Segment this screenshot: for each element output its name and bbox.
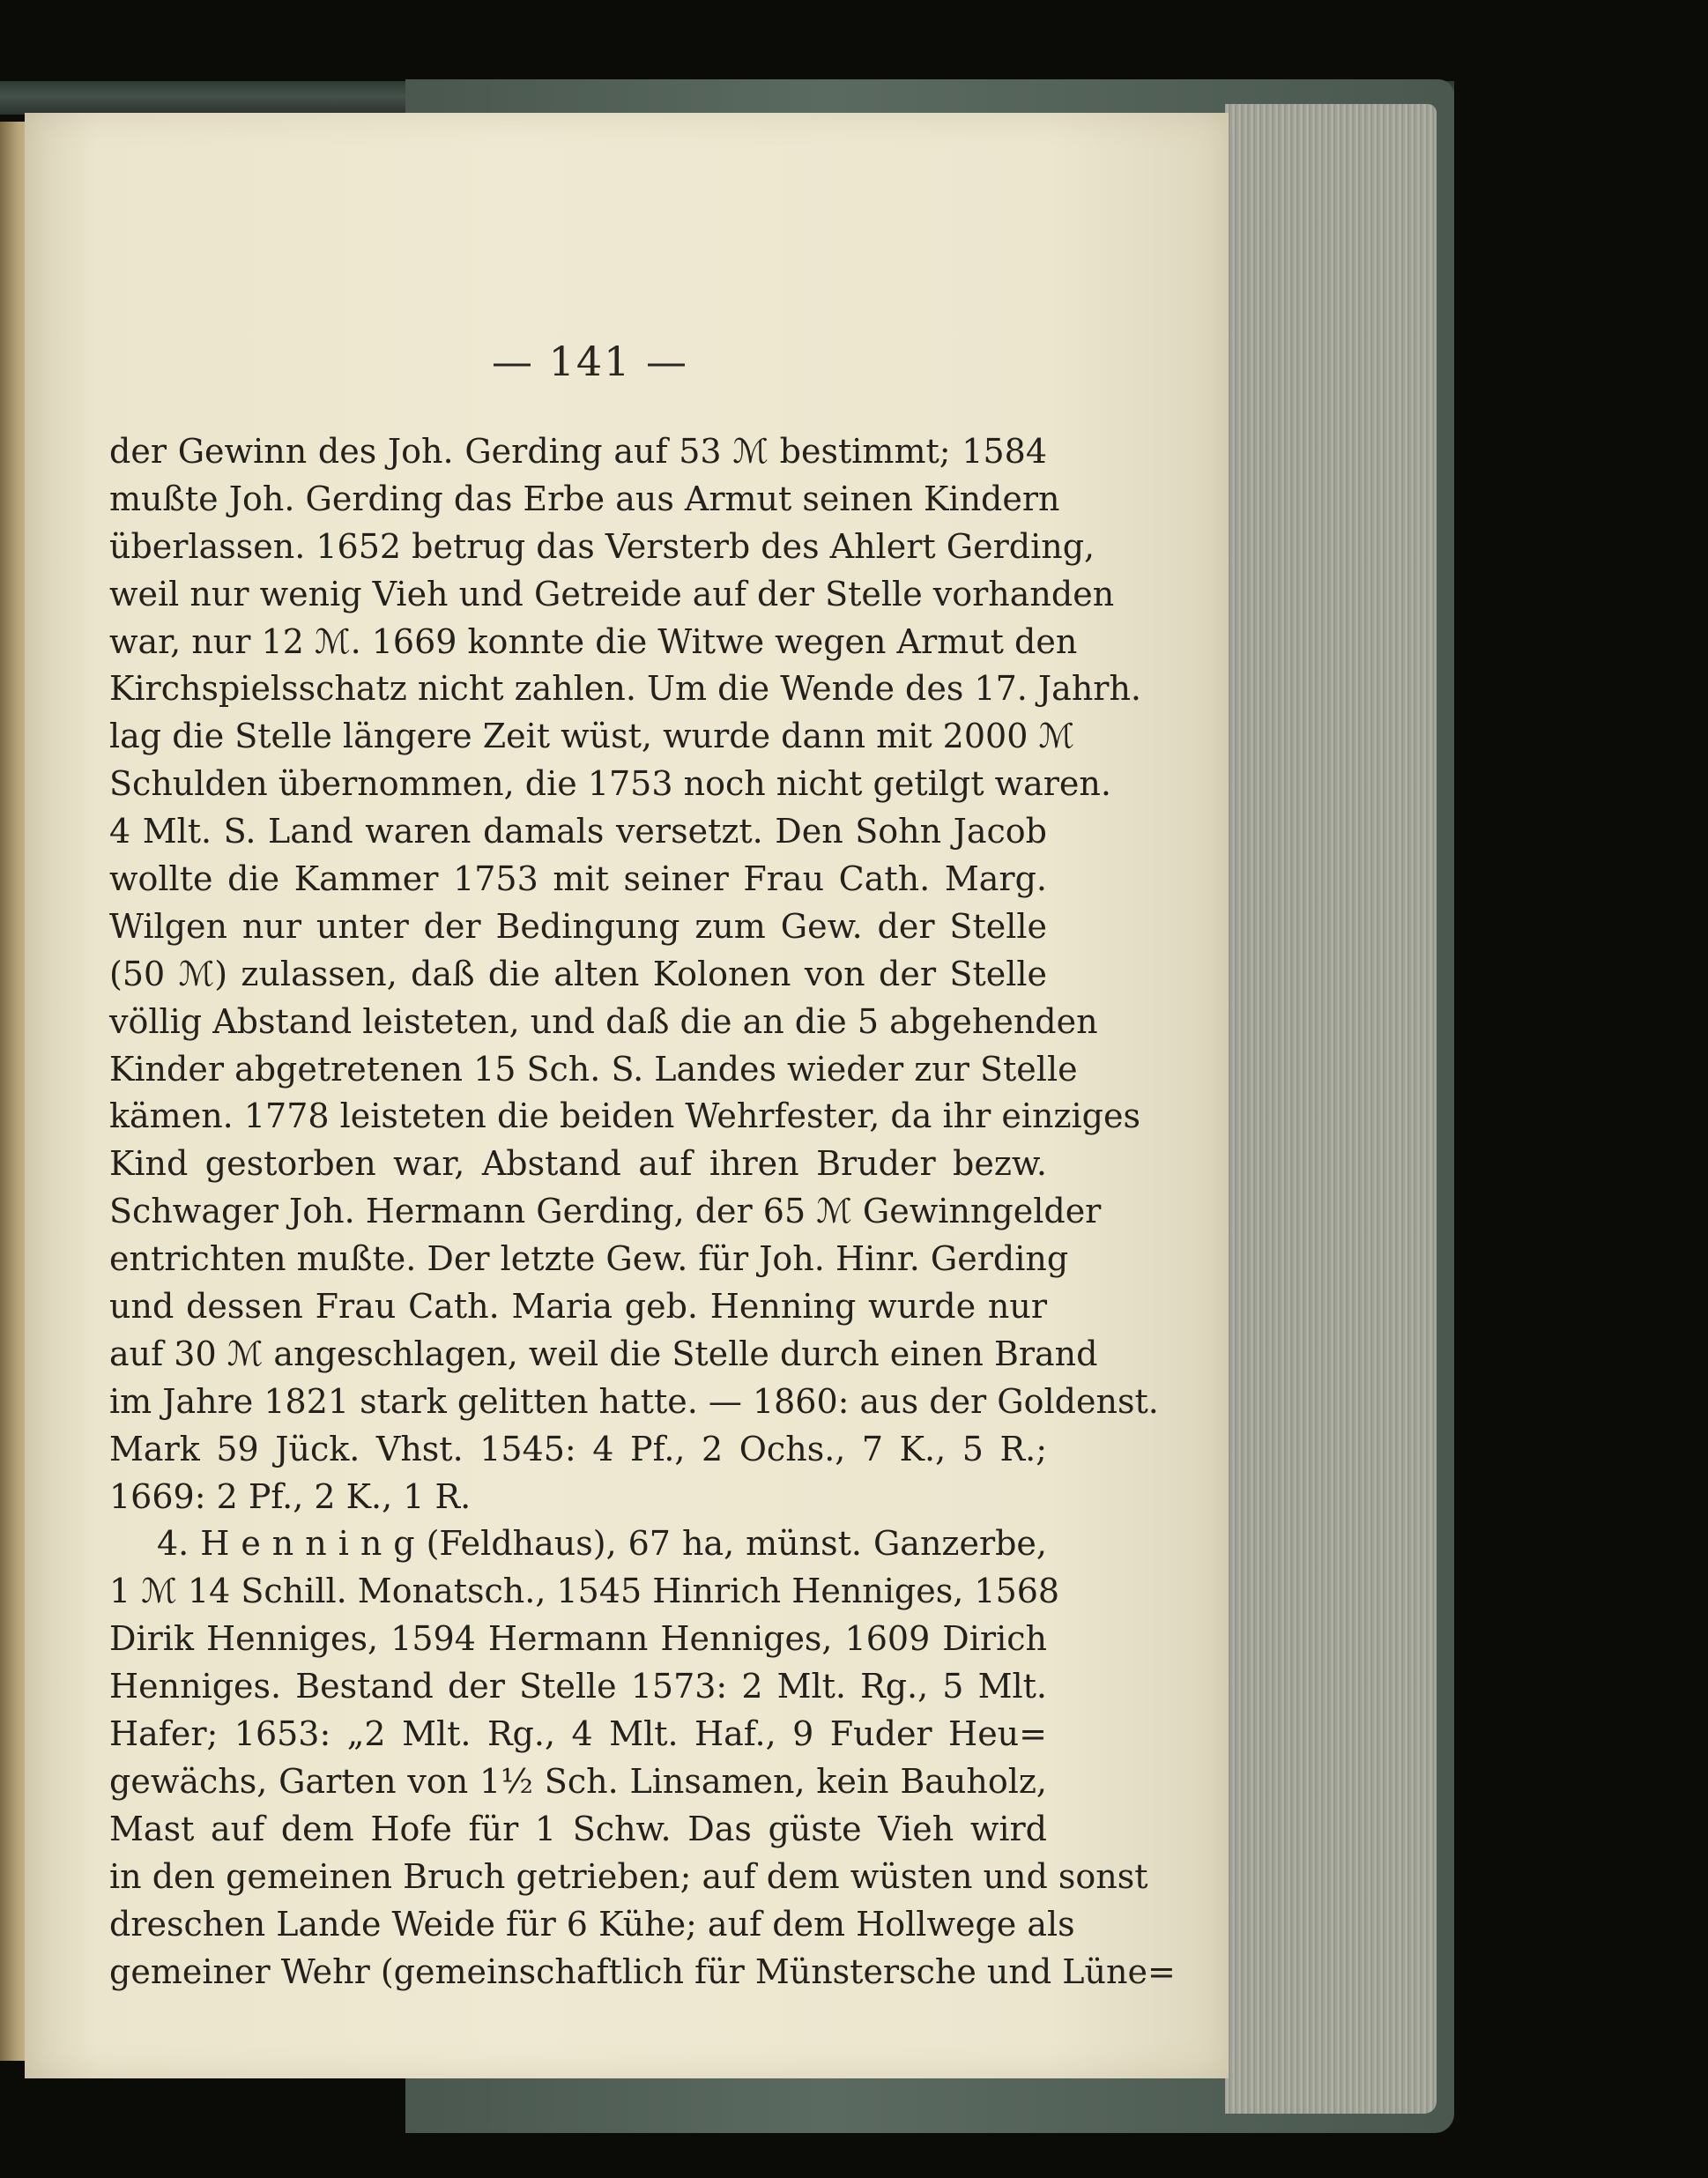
text-line: 4. H e n n i n g (Feldhaus), 67 ha, münst. Ganzerbe, — [157, 1524, 1047, 1564]
text-line: Henniges. Bestand der Stelle 1573: 2 Mlt. Rg., 5 Mlt. — [109, 1667, 1047, 1706]
text-line: kämen. 1778 leisteten die beiden Wehrfester, da ihr einziges — [109, 1096, 1140, 1136]
text-line: und dessen Frau Cath. Maria geb. Henning wurde nur — [109, 1287, 1047, 1327]
text-line: 4 Mlt. S. Land waren damals versetzt. Den Sohn Jacob — [109, 812, 1047, 851]
page-edges — [1225, 104, 1437, 2114]
text-line: Mark 59 Jück. Vhst. 1545: 4 Pf., 2 Ochs., 7 K., 5 R.; — [109, 1429, 1047, 1468]
page-number: — 141 — — [492, 338, 689, 385]
text-line: Kirchspielsschatz nicht zahlen. Um die Wende des 17. Jahrh. — [109, 669, 1142, 709]
text-line: weil nur wenig Vieh und Getreide auf der Stelle vorhanden — [109, 574, 1115, 613]
text-line: Mast auf dem Hofe für 1 Schw. Das güste Vieh wird — [109, 1809, 1047, 1848]
text-line: überlassen. 1652 betrug das Versterb des Ahlert Gerding, — [109, 526, 1095, 566]
text-line: völlig Abstand leisteten, und daß die an die 5 abgehenden — [109, 1001, 1098, 1041]
text-line: Schwager Joh. Hermann Gerding, der 65 ℳ Gewinngelder — [109, 1192, 1102, 1231]
text-line: Dirik Henniges, 1594 Hermann Henniges, 1609 Dirich — [109, 1619, 1047, 1659]
text-line: Wilgen nur unter der Bedingung zum Gew. der Stelle — [109, 906, 1047, 946]
text-line: dreschen Lande Weide für 6 Kühe; auf dem Hollwege als — [109, 1904, 1075, 1944]
text-line: Schulden übernommen, die 1753 noch nicht getilgt waren. — [109, 764, 1111, 804]
text-line: wollte die Kammer 1753 mit seiner Frau Cath. Marg. — [109, 859, 1047, 899]
text-line: gewächs, Garten von 1½ Sch. Linsamen, kein Bauholz, — [109, 1761, 1047, 1801]
text-line: mußte Joh. Gerding das Erbe aus Armut seinen Kindern — [109, 479, 1060, 518]
text-line: 1669: 2 Pf., 2 K., 1 R. — [109, 1476, 472, 1516]
text-line: Hafer; 1653: „2 Mlt. Rg., 4 Mlt. Haf., 9 Fuder Heu= — [109, 1714, 1047, 1754]
text-line: Kind gestorben war, Abstand auf ihren Bruder bezw. — [109, 1144, 1047, 1184]
text-line: im Jahre 1821 stark gelitten hatte. — 1860: aus der Goldenst. — [109, 1381, 1159, 1421]
text-line: entrichten mußte. Der letzte Gew. für Joh. Hinr. Gerding — [109, 1239, 1069, 1279]
text-line: lag die Stelle längere Zeit wüst, wurde dann mit 2000 ℳ — [109, 717, 1075, 756]
book-page — [25, 113, 1229, 2078]
text-line: war, nur 12 ℳ. 1669 konnte die Witwe wegen Armut den — [109, 621, 1078, 661]
text-line: Kinder abgetretenen 15 Sch. S. Landes wieder zur Stelle — [109, 1049, 1078, 1089]
text-line: in den gemeinen Bruch getrieben; auf dem wüsten und sonst — [109, 1856, 1148, 1896]
text-line: auf 30 ℳ angeschlagen, weil die Stelle durch einen Brand — [109, 1334, 1098, 1373]
page-text — [109, 428, 1176, 1996]
text-line: (50 ℳ) zulassen, daß die alten Kolonen von der Stelle — [109, 954, 1047, 993]
text-line: 1 ℳ 14 Schill. Monatsch., 1545 Hinrich Henniges, 1568 — [109, 1572, 1060, 1611]
text-line: der Gewinn des Joh. Gerding auf 53 ℳ bestimmt; 1584 — [109, 432, 1047, 471]
text-line: gemeiner Wehr (gemeinschaftlich für Münstersche und Lüne= — [109, 1951, 1176, 1991]
